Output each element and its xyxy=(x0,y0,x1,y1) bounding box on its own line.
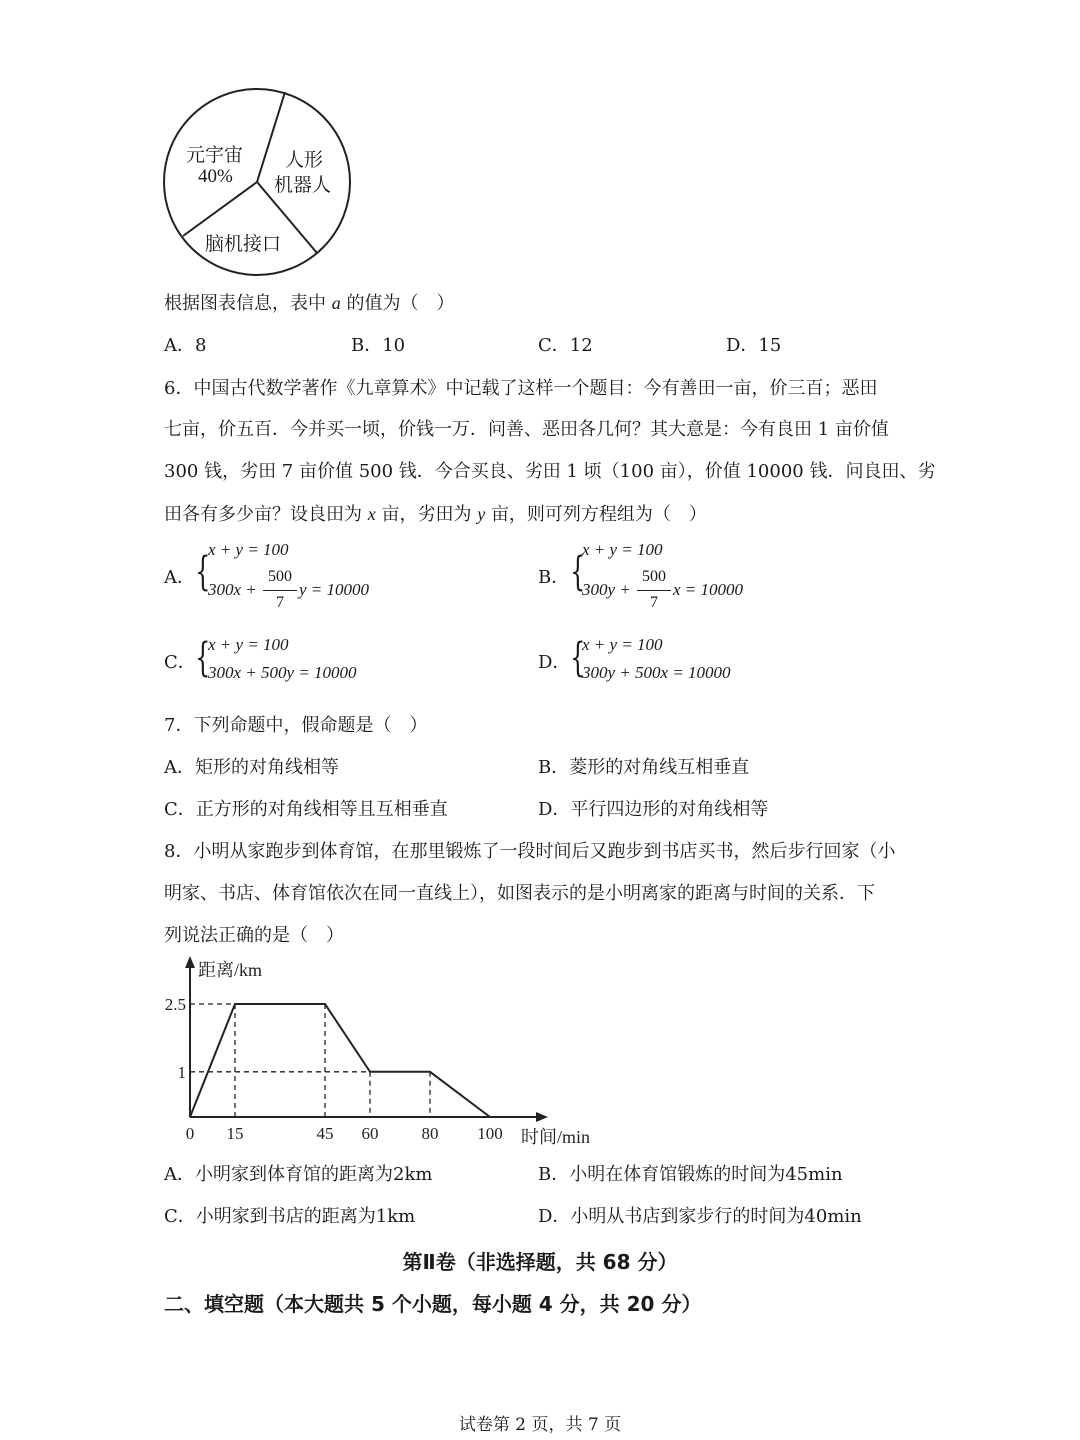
q6-c-eq1: x + y = 100 xyxy=(208,635,289,654)
data-point xyxy=(325,1004,326,1005)
q6-b-eq1: x + y = 100 xyxy=(582,540,663,559)
data-point xyxy=(190,1117,191,1118)
q6-c-eq2: 300x + 500y = 10000 xyxy=(208,663,357,682)
q6-d-eq2: 300y + 500x = 10000 xyxy=(582,663,731,682)
pie-label-robot-1: 人形 xyxy=(285,149,324,171)
chart-axes xyxy=(185,956,548,1122)
y-tick-label: 1 xyxy=(177,1062,186,1082)
q6-b-frac-num: 500 xyxy=(642,568,666,585)
x-tick-label: 0 xyxy=(185,1124,195,1143)
y-axis-title: 距离/km xyxy=(198,960,263,980)
distance-time-chart xyxy=(150,950,620,1155)
q5-var: a xyxy=(331,293,341,313)
page-footer: 试卷第 2 页，共 7 页 xyxy=(458,1415,622,1435)
q6-line4b: 亩，劣田为 xyxy=(381,504,472,525)
q5-option-b[interactable]: B．10 xyxy=(351,335,406,356)
pie-label-metaverse: 元宇宙 xyxy=(186,144,244,166)
q5-stem xyxy=(164,290,454,317)
q6-a-brace: { xyxy=(195,549,211,595)
pie-label-robot-2: 机器人 xyxy=(274,174,332,196)
data-point xyxy=(370,1071,371,1072)
q7-option-a[interactable]: A．矩形的对角线相等 xyxy=(164,757,339,778)
q6-c-brace: { xyxy=(195,635,211,681)
q6-a-eq2b: y = 10000 xyxy=(299,580,370,599)
x-tick-label: 60 xyxy=(361,1124,379,1143)
q8-option-b[interactable]: B．小明在体育馆锻炼的时间为45min xyxy=(538,1164,843,1185)
part-title: 二、填空题（本大题共 5 个小题，每小题 4 分，共 20 分） xyxy=(164,1292,702,1316)
y-axis-arrow xyxy=(185,956,195,968)
x-axis-title: 时间/min xyxy=(521,1127,591,1147)
q6-b-frac-den: 7 xyxy=(650,594,658,611)
q5-option-d[interactable]: D．15 xyxy=(726,335,782,356)
q6-a-frac-num: 500 xyxy=(268,568,292,585)
q6-b-frac-bar xyxy=(637,590,671,591)
q5-option-a[interactable]: A．8 xyxy=(164,335,207,356)
x-axis-arrow xyxy=(536,1112,548,1122)
pie-label-bci: 脑机接口 xyxy=(205,233,282,255)
q8-option-a[interactable]: A．小明家到体育馆的距离为2km xyxy=(164,1164,433,1185)
q6-var-y: y xyxy=(477,504,486,524)
data-point xyxy=(235,1004,236,1005)
x-tick-label: 80 xyxy=(421,1124,439,1143)
q6-d-eq1: x + y = 100 xyxy=(582,635,663,654)
q6-option-c[interactable]: C． xyxy=(164,652,196,673)
q5-stem-text: 根据图表信息，表中 xyxy=(164,293,326,314)
pie-divider-top xyxy=(257,92,285,182)
data-point xyxy=(430,1071,431,1072)
q6-option-d[interactable]: D． xyxy=(538,652,571,673)
chart-guides xyxy=(190,1004,430,1117)
q6-line4a: 田各有多少亩？设良田为 xyxy=(164,504,362,525)
q7-option-d[interactable]: D．平行四边形的对角线相等 xyxy=(538,799,769,820)
q8-line3: 列说法正确的是（ ） xyxy=(164,925,344,946)
q6-line1: 6．中国古代数学著作《九章算术》中记载了这样一个题目：今有善田一亩，价三百；恶田 xyxy=(164,378,878,399)
q6-b-brace: { xyxy=(570,549,586,595)
q8-option-d[interactable]: D．小明从书店到家步行的时间为40min xyxy=(538,1206,862,1227)
x-tick-label: 100 xyxy=(477,1124,503,1143)
q7-stem: 7．下列命题中，假命题是（ ） xyxy=(164,715,428,736)
data-point xyxy=(490,1117,491,1118)
q6-line4 xyxy=(164,501,707,528)
q6-line4c: 亩，则可列方程组为（ ） xyxy=(490,504,707,525)
q8-line2: 明家、书店、体育馆依次在同一直线上），如图表示的是小明离家的距离与时间的关系．下 xyxy=(164,883,875,904)
q6-var-x: x xyxy=(367,504,376,524)
q6-b-eq2b: x = 10000 xyxy=(673,580,744,599)
q8-line1: 8．小明从家跑步到体育馆，在那里锻炼了一段时间后又跑步到书店买书，然后步行回家（小 xyxy=(164,841,896,862)
section-title: 第Ⅱ卷（非选择题，共 68 分） xyxy=(402,1250,678,1274)
q6-option-a[interactable]: A． xyxy=(164,567,195,588)
q6-line3: 300 钱，劣田 7 亩价值 500 钱．今合买良、劣田 1 顷（100 亩），价值 10000 钱．问良田、劣 xyxy=(164,461,936,482)
q6-d-brace: { xyxy=(570,635,586,681)
q5-option-c[interactable]: C．12 xyxy=(538,335,593,356)
q6-b-eq2a: 300y + xyxy=(582,580,631,599)
q5-stem-end: 的值为（ ） xyxy=(346,293,455,314)
q8-option-c[interactable]: C．小明家到书店的距离为1km xyxy=(164,1206,416,1227)
x-tick-label: 45 xyxy=(316,1124,334,1143)
y-tick-label: 2.5 xyxy=(164,995,186,1014)
q6-a-eq2a: 300x + xyxy=(208,580,257,599)
x-tick-label: 15 xyxy=(226,1124,244,1143)
pie-divider-left xyxy=(183,182,257,236)
pie-label-metaverse-pct: 40% xyxy=(198,166,233,187)
q6-a-frac-den: 7 xyxy=(276,594,284,611)
q6-option-b[interactable]: B． xyxy=(538,567,570,588)
q6-a-frac-bar xyxy=(263,590,297,591)
chart-labels xyxy=(165,960,590,1147)
q7-option-c[interactable]: C．正方形的对角线相等且互相垂直 xyxy=(164,799,448,820)
q7-option-b[interactable]: B．菱形的对角线互相垂直 xyxy=(538,757,750,778)
q6-a-eq1: x + y = 100 xyxy=(208,540,289,559)
q6-line2: 七亩，价五百．今并买一顷，价钱一万．问善、恶田各几何？其大意是：今有良田 1 亩价值 xyxy=(164,419,889,440)
